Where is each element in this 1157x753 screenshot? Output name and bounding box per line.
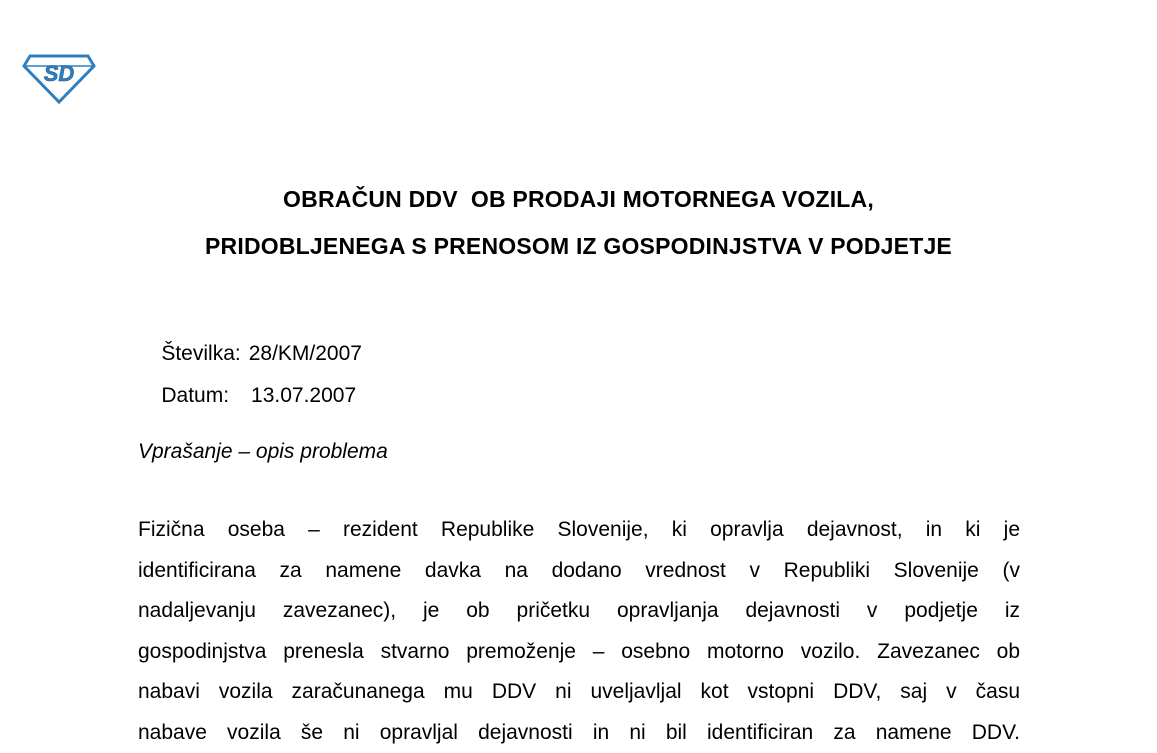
paragraph-line: nabave vozila še ni opravljal dejavnosti in ni bil identificiran za namene DDV. (138, 713, 1020, 753)
document-date (138, 360, 356, 432)
paragraph-line: Fizična oseba – rezident Republike Slovenije, ki opravlja dejavnost, in ki je (138, 510, 1020, 551)
paragraph-line: nadaljevanju zavezanec), je ob pričetku opravljanja dejavnosti v podjetje iz (138, 591, 1020, 632)
paragraph-line: identificirana za namene davka na dodano vrednost v Republiki Slovenije (v (138, 551, 1020, 592)
logo-lettering: SD (44, 61, 75, 86)
document-date-label: Datum: (161, 384, 229, 408)
document-title-line-1: OBRAČUN DDV OB PRODAJI MOTORNEGA VOZILA, (0, 186, 1157, 213)
company-logo (22, 50, 96, 104)
document-number-value: 28/KM/2007 (249, 342, 362, 365)
body-paragraph (138, 510, 1020, 753)
document-title-line-2: PRIDOBLJENEGA S PRENOSOM IZ GOSPODINJSTVA V PODJETJE (0, 233, 1157, 260)
document-date-value: 13.07.2007 (251, 384, 356, 407)
paragraph-line: nabavi vozila zaračunanega mu DDV ni uveljavljal kot vstopni DDV, saj v času (138, 672, 1020, 713)
document-number-label: Številka: (161, 342, 240, 366)
paragraph-line: gospodinjstva prenesla stvarno premoženje – osebno motorno vozilo. Zavezanec ob (138, 632, 1020, 673)
section-heading: Vprašanje – opis problema (138, 440, 388, 464)
